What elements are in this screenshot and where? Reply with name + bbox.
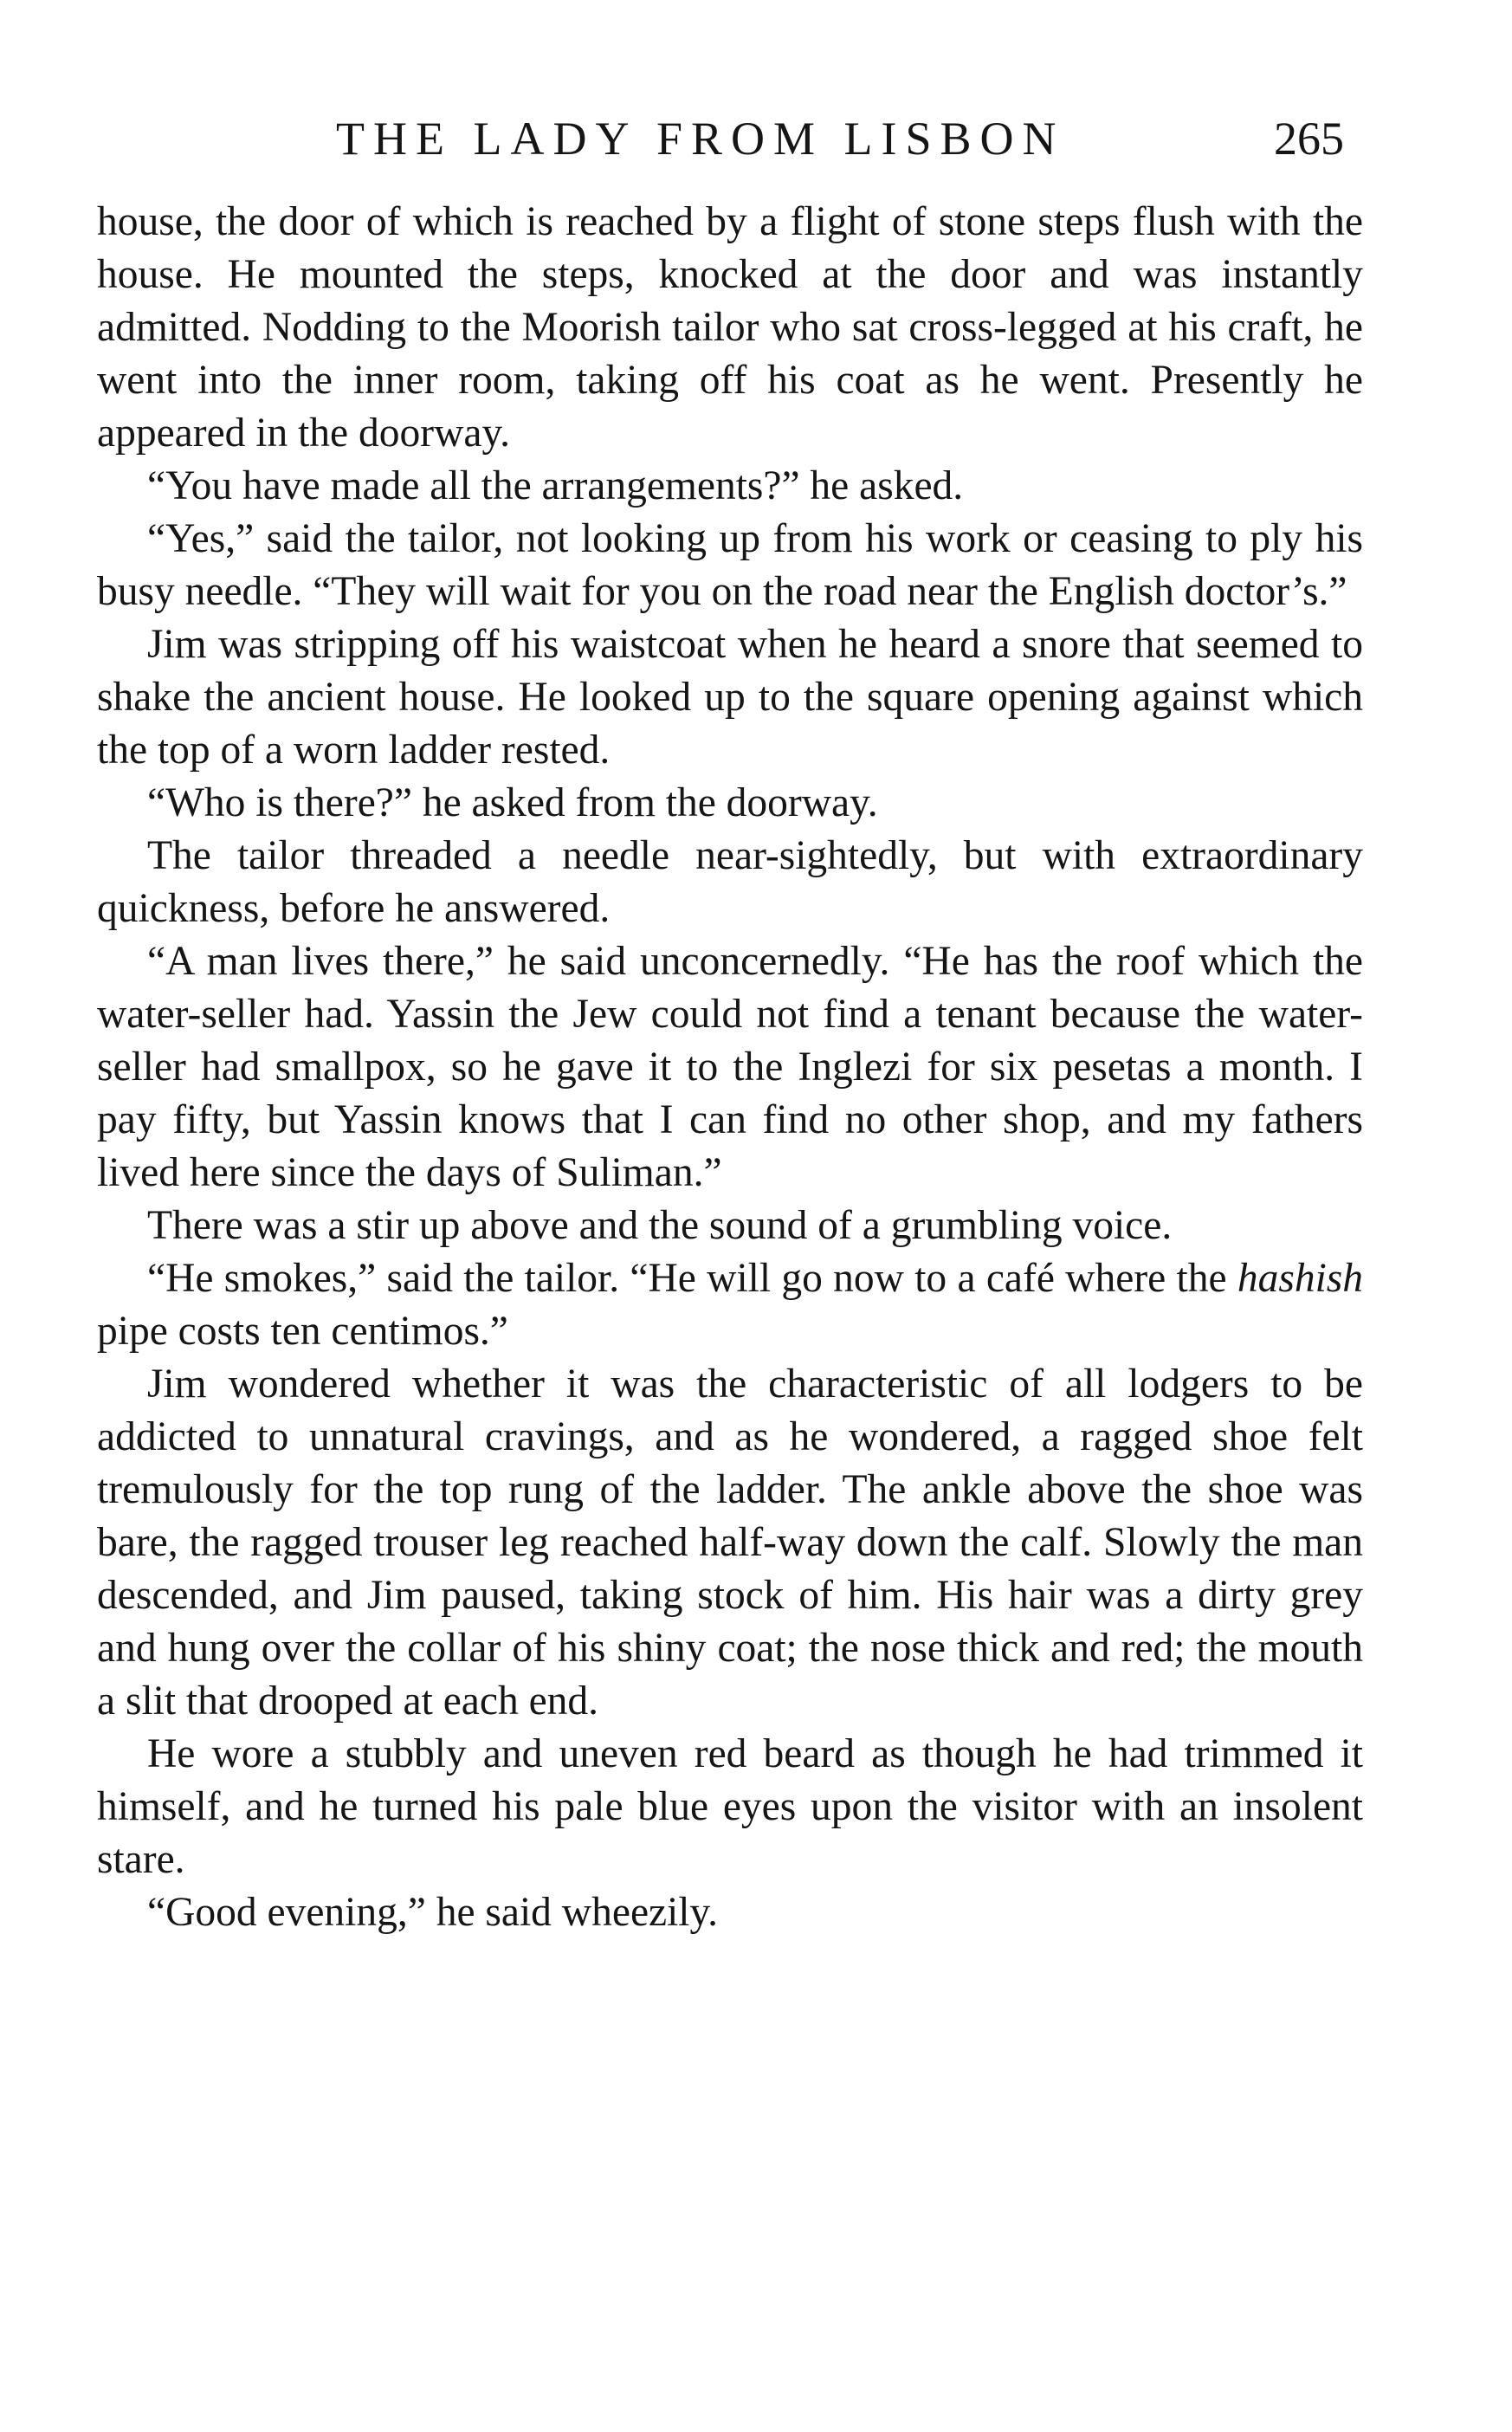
paragraph-12: “Good evening,” he said wheezily. bbox=[147, 1890, 719, 1935]
paragraph-11: He wore a stubbly and uneven red beard as though he had trimmed it himself, and he turned his pale blue eyes upon the visitor with an insolent stare. bbox=[97, 1731, 1363, 1882]
running-head-title: THE LADY FROM LISBON bbox=[336, 113, 1065, 165]
book-page bbox=[97, 111, 1363, 1939]
paragraph-9-before: “He smokes,” said the tailor. “He will go now to a café where the bbox=[147, 1256, 1237, 1301]
running-head bbox=[97, 111, 1363, 180]
paragraph-4: Jim was stripping off his waistcoat when he heard a snore that seemed to shake the ancient house. He looked up to the square opening against which the top of a worn ladder rested. bbox=[97, 622, 1363, 773]
body-text bbox=[97, 196, 1363, 1939]
paragraph-9 bbox=[97, 1252, 1363, 1358]
paragraph-2: “You have made all the arrangements?” he asked. bbox=[147, 463, 964, 508]
page-number: 265 bbox=[1274, 113, 1344, 165]
paragraph-1: house, the door of which is reached by a flight of stone steps flush with the house. He mounted the steps, knocked at the door and was instantly admitted. Nodding to the Moorish tailor who sat cross-legged at his craft, he went into the inner room, taking off his coat as he went. Presently he appeared in the doorway. bbox=[97, 199, 1363, 456]
paragraph-10: Jim wondered whether it was the characteristic of all lodgers to be addicted to unnatural cravings, and as he wondered, a ragged shoe felt tremulously for the top rung of the ladder. The ankle above the shoe was bare, the ragged trouser leg reached half-way down the calf. Slowly the man descended, and Jim paused, taking stock of him. His hair was a dirty grey and hung over the collar of his shiny coat; the nose thick and red; the mouth a slit that drooped at each end. bbox=[97, 1362, 1363, 1724]
paragraph-6: The tailor threaded a needle near-sightedly, but with extraordinary quickness, before he answered. bbox=[97, 833, 1363, 931]
paragraph-8: There was a stir up above and the sound of a grumbling voice. bbox=[147, 1203, 1173, 1248]
italic-word-hashish: hashish bbox=[1237, 1256, 1363, 1301]
paragraph-9-after: pipe costs ten centimos.” bbox=[97, 1309, 508, 1354]
paragraph-3: “Yes,” said the tailor, not looking up from his work or ceasing to ply his busy needle. “They will wait for you on the road near the English doctor’s.” bbox=[97, 516, 1363, 614]
paragraph-7: “A man lives there,” he said unconcernedly. “He has the roof which the water-seller had. Yassin the Jew could not find a tenant because the water-seller had smallpox, so he gave it to the Inglezi for six pesetas a month. I pay fifty, but Yassin knows that I can find no other shop, and my fathers lived here since the days of Suliman.” bbox=[97, 939, 1363, 1195]
paragraph-5: “Who is there?” he asked from the doorway. bbox=[147, 780, 878, 825]
